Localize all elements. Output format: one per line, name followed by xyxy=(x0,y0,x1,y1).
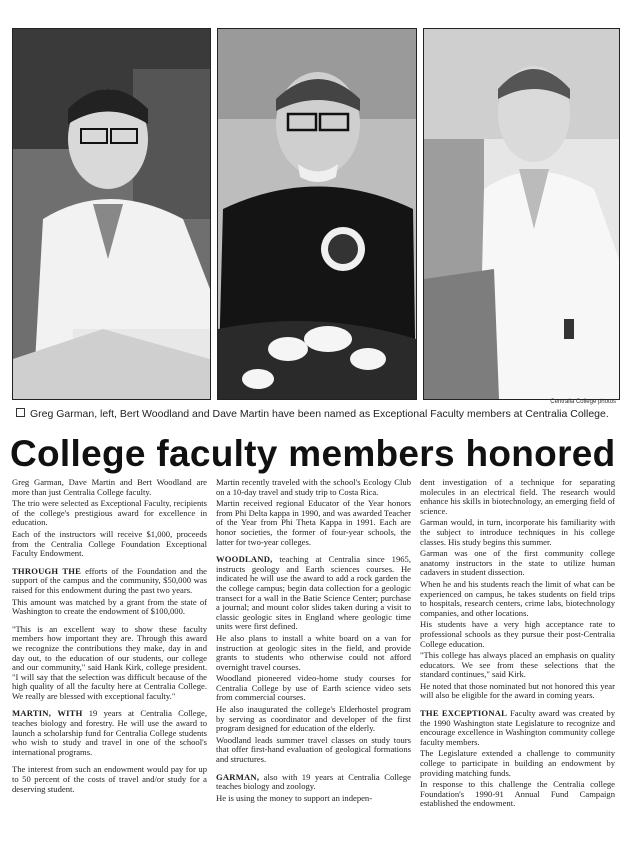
paragraph: The interest from such an endowment would pay for up to 50 percent of the costs of travel and/or study for a deserving student. xyxy=(12,764,207,794)
paragraph: Martin received regional Educator of the Year honors from Phi Delta kappa in 1990, and was awarded Teacher of the Year from Phi Theta Kappa in 1991. Each are honor societies, the former of four-year schools, the latter for two-year colleges. xyxy=(216,498,411,547)
paragraph: When he and his students reach the limit of what can be experienced on campus, he takes students on field trips to hospitals, research centers, crime labs, biotechnology companies, and other locations. xyxy=(420,578,615,618)
paragraph: Woodland pioneered video-home study courses for Centralia College by use of Earth science video sets from commercial courses. xyxy=(216,673,411,703)
paragraph: Woodland leads summer travel classes on study tours that offer first-hand evaluation of geological formations and structures. xyxy=(216,734,411,765)
paragraph: Garman would, in turn, incorporate his familiarity with the subject to introduce techniques in his college classes. His study begins this summer. xyxy=(420,517,615,547)
paragraph: "This college has always placed an emphasis on quality educators. We see from these selections that the standard continues," said Kirk. xyxy=(420,650,615,680)
paragraph: WOODLAND, teaching at Centralia since 1965, instructs geology and Earth sciences courses. He indicated he will use the award to add a rock garden the the college campus; begin data collection for a geologic transect for a wall in the Batie Science Center; purchase a journal; and mount color slides taken during a visit to classic geologic sites in England where geologic time units were first defined. xyxy=(216,554,411,632)
paragraph: dent investigation of a technique for separating molecules in an electrical field. The research would enhance his skills in biotechnology, an emerging field of science. xyxy=(420,478,615,516)
paragraph: "This is an excellent way to show these faculty members how important they are. Through this award we recognize the contributions they make, day in and day out, to the education of our students, our college and our community," said Hank Kirk, college president. "I will say that the selection was difficult because of the high quality of all the faculty here at Centralia College. We really are blessed with exceptional faculty." xyxy=(12,623,207,701)
photo-caption xyxy=(16,408,616,420)
photo-bert-woodland-image xyxy=(218,29,416,399)
paragraph: He also plans to install a white board on a van for instruction at geologic sites in the field, and provide grants to students who otherwise could not afford overnight travel courses. xyxy=(216,632,411,672)
paragraph: The Legislature extended a challenge to community college to participate in building an endowment by providing matching funds. xyxy=(420,748,615,778)
photo-credit: Centralia College photos xyxy=(550,399,616,405)
column-1 xyxy=(12,478,207,846)
photo-dave-martin-image xyxy=(424,29,619,399)
photo-dave-martin xyxy=(423,28,620,400)
paragraph: MARTIN, WITH 19 years at Centralia College, teaches biology and forestry. He will use the award to launch a scholarship fund for Centralia College students who wish to study and travel in one of the school's international programs. xyxy=(12,708,207,757)
photo-greg-garman-image xyxy=(13,29,210,399)
paragraph: Martin recently traveled with the school's Ecology Club on a 10-day travel and study trip to Costa Rica. xyxy=(216,478,411,497)
paragraph: He noted that those nominated but not honored this year will also be eligible for the award in coming years. xyxy=(420,680,615,701)
caption-box-icon xyxy=(16,408,25,417)
column-2 xyxy=(216,478,411,846)
paragraph: This amount was matched by a grant from the state of Washington to create the endowment of $100,000. xyxy=(12,596,207,617)
headline: College faculty members honored xyxy=(10,433,616,474)
paragraph: He is using the money to support an indepen- xyxy=(216,792,373,803)
photo-bert-woodland xyxy=(217,28,417,400)
paragraph: GARMAN, also with 19 years at Centralia College teaches biology and zoology. xyxy=(216,771,411,792)
photo-strip xyxy=(12,28,618,398)
caption-text: Greg Garman, left, Bert Woodland and Dave Martin have been named as Exceptional Faculty members at Centralia College. xyxy=(30,408,609,420)
article-body xyxy=(0,478,630,848)
paragraph: THE EXCEPTIONAL Faculty award was created by the 1990 Washington state Legislature to recognize and encourage excellence in Washington community college faculty members. xyxy=(420,708,615,747)
paragraph: The trio were selected as Exceptional Faculty, recipients of the college's prestigious award for excellence in education. xyxy=(12,498,207,528)
paragraph: Each of the instructors will receive $1,000, proceeds from the Centralia College Foundation Exceptional Faculty Endowment. xyxy=(12,528,207,559)
paragraph: In response to this challenge the Centralia college Foundation's 1990-91 Annual Fund Campaign established the endowment. xyxy=(420,779,615,809)
paragraph: He also inaugurated the college's Elderhostel program by serving as coordinator and developer of the first program designed for education of the elderly. xyxy=(216,704,411,734)
column-3 xyxy=(420,478,615,846)
photo-greg-garman xyxy=(12,28,211,400)
paragraph: Garman was one of the first community college anatomy instructors in the state to utilize human cadavers in student dissection. xyxy=(420,548,615,578)
paragraph: His students have a very high acceptance rate to professional schools as they pursue their post-Centralia College education. xyxy=(420,619,615,649)
paragraph: THROUGH THE efforts of the Foundation and the support of the campus and the community, $50,000 was raised for this endowment during the past two years. xyxy=(12,565,207,595)
paragraph: Greg Garman, Dave Martin and Bert Woodland are more than just Centralia College faculty. xyxy=(12,478,207,497)
